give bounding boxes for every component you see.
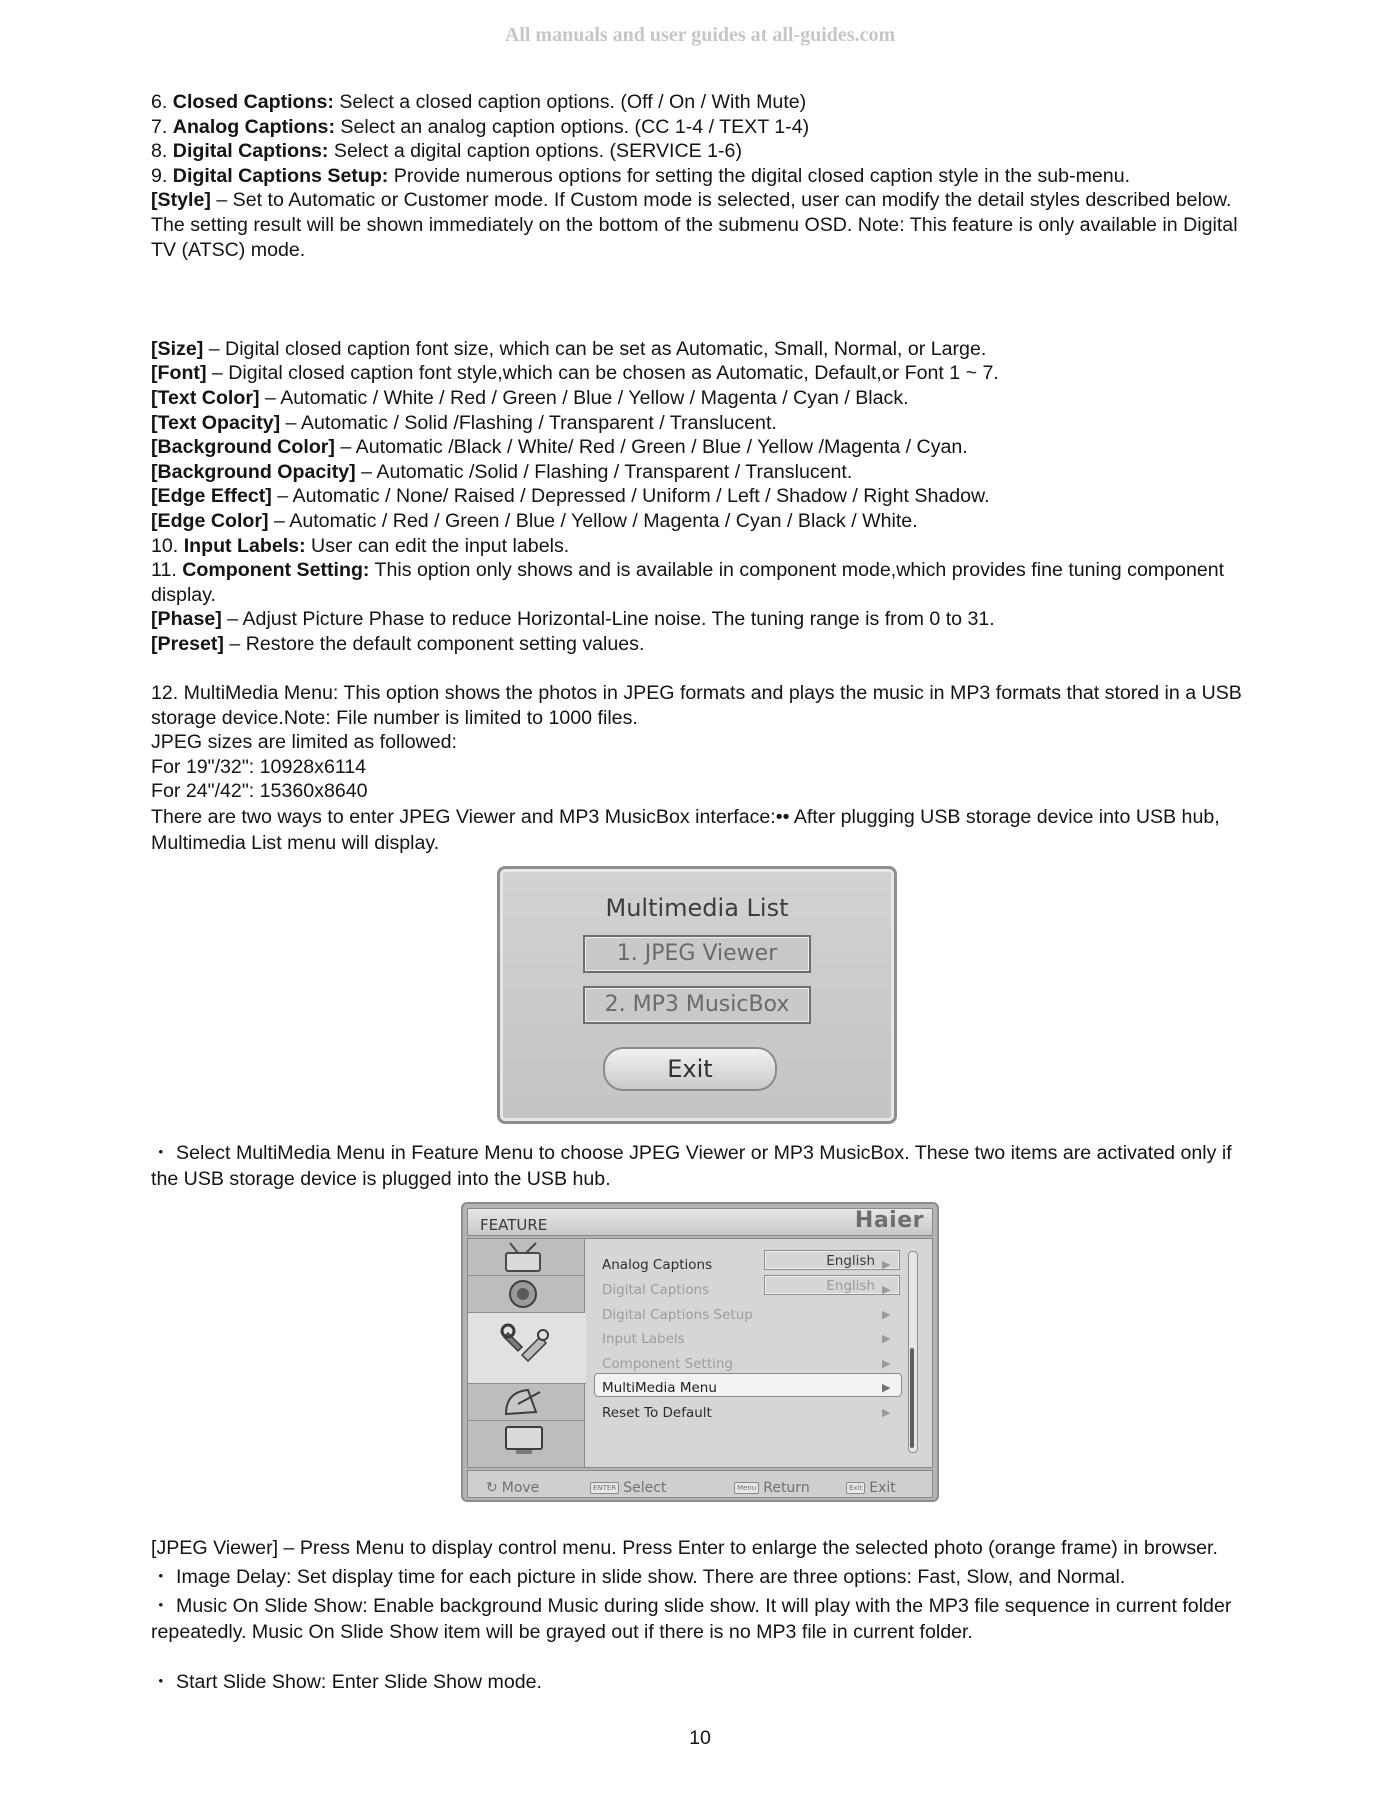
menu-row-analog-captions[interactable] — [592, 1249, 892, 1273]
menu-row-digital-captions[interactable] — [592, 1274, 892, 1298]
jpeg-limit-24-42: For 24"/42": 15360x8640 — [151, 780, 368, 803]
multimedia-list-title: Multimedia List — [605, 894, 789, 923]
menu-row-label: MultiMedia Menu — [602, 1380, 717, 1397]
jpeg-limits: JPEG sizes are limited as followed: — [151, 731, 457, 754]
tv-antenna-icon — [496, 1241, 552, 1273]
opt-text-opacity — [151, 411, 1261, 436]
item-number: 7. — [151, 115, 173, 138]
tab-tv[interactable] — [468, 1239, 584, 1276]
spacer — [151, 262, 1261, 312]
speaker-icon — [496, 1278, 552, 1310]
menu-row-label: Digital Captions — [602, 1282, 710, 1299]
item-text: Select a closed caption options. (Off / On / With Mute) — [333, 91, 807, 113]
opt-label: [Background Color] — [151, 436, 335, 459]
feature-menu-category-tabs — [468, 1239, 585, 1467]
opt-style — [151, 188, 1261, 262]
opt-text: – Automatic / White / Red / Green / Blue / Yellow / Magenta / Cyan / Black. — [259, 386, 909, 409]
tab-channel[interactable] — [468, 1384, 584, 1421]
jpeg-limit-19-32: For 19"/32": 10928x6114 — [151, 755, 367, 778]
image-delay-text: ・ Image Delay: Set display time for each picture in slide show. There are three options: Fast, Slow, and Normal. — [151, 1565, 1126, 1588]
site-watermark: All manuals and user guides at all-guides.com — [504, 24, 896, 46]
monitor-icon — [496, 1423, 552, 1457]
footer-return-hint — [734, 1476, 810, 1501]
mp3-musicbox-option[interactable]: 2. MP3 MusicBox — [583, 986, 811, 1024]
item-multimedia-menu: 12. MultiMedia Menu: This option shows the photos in JPEG formats and plays the music in MP3 formats that stored in a USB storage device.Note: File number is limited to 1000 files. — [151, 682, 1242, 729]
opt-text: – Digital closed caption font style,which can be chosen as Automatic, Default,or Font 1 ~ 7. — [206, 362, 999, 385]
menu-row-label: Component Setting — [602, 1356, 734, 1373]
move-arrows-icon: ↻ — [486, 1480, 498, 1497]
item-component-setting — [151, 558, 1261, 607]
opt-font — [151, 361, 1261, 386]
opt-size — [151, 337, 1261, 362]
item-number: 9. — [151, 164, 173, 187]
item-label: Component Setting: — [182, 559, 370, 582]
opt-text: – Automatic / Solid /Flashing / Transparent / Translucent. — [280, 411, 777, 434]
footer-move-label: Move — [501, 1480, 540, 1497]
tab-screen[interactable] — [468, 1421, 584, 1457]
jpeg-viewer-option[interactable]: 1. JPEG Viewer — [583, 935, 811, 973]
opt-label: [Style] — [151, 189, 211, 212]
menu-key-icon: Menu — [734, 1482, 759, 1494]
item-analog-captions — [151, 115, 1261, 140]
opt-text-color — [151, 386, 1261, 411]
item-text: This option only shows and is available in component mode,which provides fine tuning component display. — [151, 559, 1225, 606]
enter-key-icon: ENTER — [590, 1482, 619, 1494]
arrow-right-icon: ▶ — [882, 1283, 891, 1297]
menu-row-input-labels[interactable] — [592, 1323, 892, 1347]
tab-audio[interactable] — [468, 1276, 584, 1313]
feature-menu-header — [467, 1208, 933, 1236]
feature-menu-footer — [467, 1470, 933, 1498]
footer-exit-label: Exit — [869, 1480, 896, 1497]
feature-menu-options — [592, 1249, 918, 1459]
feature-menu-screenshot — [461, 1202, 939, 1502]
opt-label: [Preset] — [151, 632, 224, 655]
menu-row-label: Analog Captions — [602, 1257, 713, 1274]
arrow-right-icon: ▶ — [882, 1332, 891, 1346]
menu-row-reset-to-default[interactable] — [592, 1397, 892, 1421]
item-number: 10. — [151, 534, 184, 557]
multimedia-list-screenshot — [497, 866, 897, 1124]
two-ways-text: There are two ways to enter JPEG Viewer and MP3 MusicBox interface:•• After plugging USB storage device into USB hub, Multimedia List menu will display. — [151, 806, 1220, 855]
item-text: Provide numerous options for setting the digital closed caption style in the sub-menu. — [388, 164, 1131, 187]
scrollbar[interactable] — [908, 1251, 918, 1453]
select-multimedia-text: ・ Select MultiMedia Menu in Feature Menu to choose JPEG Viewer or MP3 MusicBox. These two items are activated only if the USB storage device is plugged into the USB hub. — [151, 1142, 1232, 1191]
item-number: 8. — [151, 140, 173, 163]
opt-edge-color — [151, 509, 1261, 534]
opt-text: – Automatic / Red / Green / Blue / Yellow / Magenta / Cyan / Black / White. — [268, 509, 918, 532]
footer-select-hint — [590, 1476, 666, 1501]
opt-background-opacity — [151, 460, 1261, 485]
opt-text: – Adjust Picture Phase to reduce Horizontal-Line noise. The tuning range is from 0 to 31. — [221, 608, 995, 631]
opt-text: – Digital closed caption font size, which can be set as Automatic, Small, Normal, or Large. — [203, 337, 987, 360]
menu-row-label: Reset To Default — [602, 1405, 712, 1422]
tools-icon — [496, 1315, 556, 1377]
footer-return-label: Return — [763, 1480, 810, 1497]
jpeg-viewer-text: [JPEG Viewer] – Press Menu to display control menu. Press Enter to enlarge the selected photo (orange frame) in browser. — [151, 1537, 1218, 1560]
feature-menu-title: FEATURE — [480, 1216, 548, 1235]
menu-row-value: English — [764, 1250, 900, 1270]
opt-text: – Automatic / None/ Raised / Depressed / Uniform / Left / Shadow / Right Shadow. — [271, 485, 990, 508]
opt-label: [Edge Color] — [151, 509, 269, 532]
exit-button[interactable]: Exit — [603, 1047, 777, 1091]
exit-key-icon: Exit — [846, 1482, 865, 1494]
arrow-right-icon: ▶ — [882, 1258, 891, 1272]
opt-background-color — [151, 435, 1261, 460]
manual-content — [151, 90, 1261, 1695]
opt-label: [Text Opacity] — [151, 411, 281, 434]
menu-row-label: Input Labels — [602, 1331, 685, 1348]
opt-text: – Automatic /Black / White/ Red / Green / Blue / Yellow /Magenta / Cyan. — [334, 436, 968, 459]
item-label: Closed Captions: — [172, 91, 334, 113]
item-text: Select a digital caption options. (SERVICE 1-6) — [328, 140, 742, 163]
arrow-right-icon: ▶ — [882, 1381, 891, 1395]
start-slide-show-text: ・ Start Slide Show: Enter Slide Show mode. — [151, 1671, 542, 1694]
opt-label: [Edge Effect] — [151, 485, 272, 508]
scrollbar-thumb[interactable] — [910, 1348, 914, 1448]
footer-select-label: Select — [623, 1480, 667, 1497]
menu-row-value: English — [764, 1275, 900, 1295]
music-slide-show-text: ・ Music On Slide Show: Enable background Music during slide show. It will play with the MP3 file sequence in current folder repeatedly. Music On Slide Show item will be grayed out if there is no MP3 file in current folder. — [151, 1594, 1232, 1643]
opt-label: [Text Color] — [151, 386, 260, 409]
item-text: Select an analog caption options. (CC 1-4 / TEXT 1-4) — [334, 115, 810, 138]
footer-move-hint — [486, 1476, 539, 1501]
spacer — [151, 656, 1261, 681]
opt-label: [Phase] — [151, 608, 222, 631]
item-label: Input Labels: — [183, 534, 306, 557]
item-digital-captions — [151, 139, 1261, 164]
opt-label: [Background Opacity] — [151, 460, 356, 483]
opt-edge-effect — [151, 484, 1261, 509]
arrow-right-icon: ▶ — [882, 1406, 891, 1420]
menu-row-label: Digital Captions Setup — [602, 1307, 753, 1324]
footer-exit-hint — [846, 1476, 896, 1501]
item-number: 6. — [151, 91, 173, 113]
opt-label: [Font] — [151, 362, 207, 385]
item-label: Analog Captions: — [172, 115, 335, 138]
menu-row-component-setting[interactable] — [592, 1348, 892, 1372]
opt-phase — [151, 607, 1261, 632]
item-input-labels — [151, 534, 1261, 559]
item-closed-captions — [151, 90, 1261, 115]
menu-row-digital-captions-setup[interactable] — [592, 1299, 892, 1323]
menu-row-multimedia-menu[interactable] — [592, 1372, 892, 1396]
item-label: Digital Captions Setup: — [172, 164, 389, 187]
opt-label: [Size] — [151, 337, 204, 360]
item-number: 11. — [151, 559, 183, 582]
item-label: Digital Captions: — [172, 140, 329, 163]
opt-preset — [151, 632, 1261, 657]
satellite-dish-icon — [496, 1386, 552, 1418]
arrow-right-icon: ▶ — [882, 1308, 891, 1322]
tab-feature[interactable] — [468, 1313, 586, 1384]
haier-logo: Haier — [854, 1208, 924, 1234]
spacer — [151, 1645, 1261, 1670]
item-text: User can edit the input labels. — [305, 534, 570, 557]
opt-text: – Restore the default component setting values. — [223, 632, 645, 655]
spacer — [151, 312, 1261, 337]
arrow-right-icon: ▶ — [882, 1357, 891, 1371]
opt-text: – Set to Automatic or Customer mode. If Custom mode is selected, user can modify the detail styles described below. The setting result will be shown immediately on the bottom of the submenu OSD. Note: This feature is only available in Digital TV (ATSC) mode. — [151, 189, 1238, 261]
feature-menu-body — [467, 1238, 933, 1468]
page-number: 10 — [689, 1727, 711, 1749]
opt-text: – Automatic /Solid / Flashing / Transparent / Translucent. — [355, 460, 853, 483]
item-digital-captions-setup — [151, 164, 1261, 189]
